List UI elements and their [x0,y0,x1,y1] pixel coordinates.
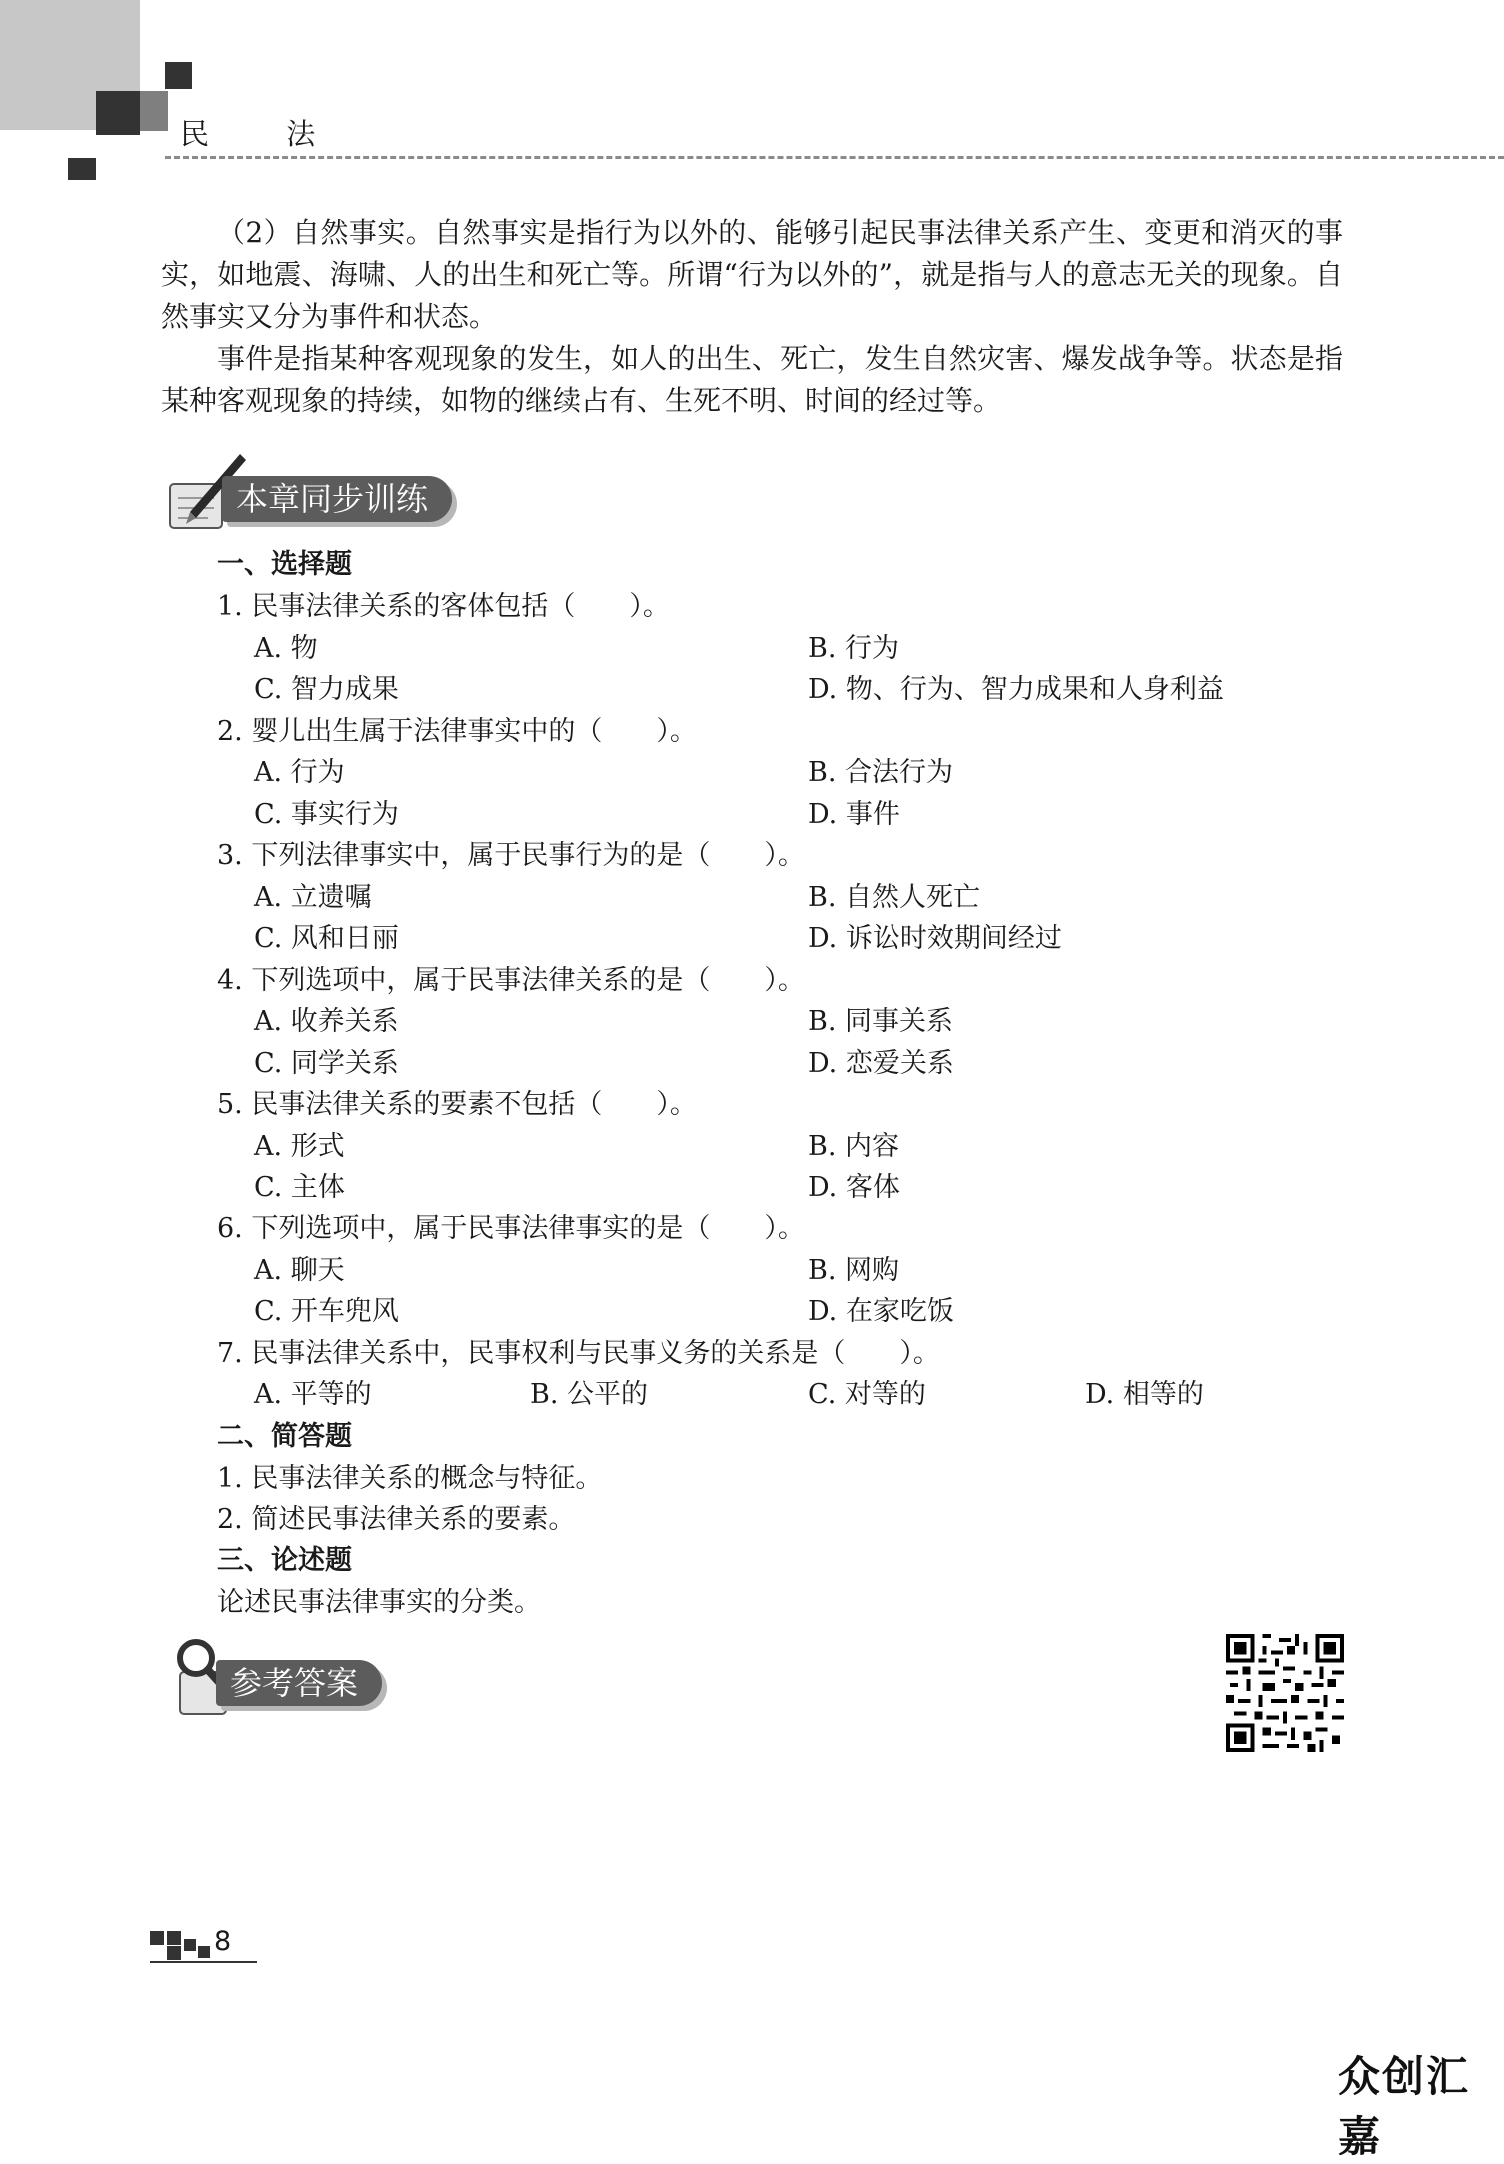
exercise-banner-label: 本章同步训练 [222,476,452,522]
option: B. 网购 [808,1255,900,1286]
option: C. 风和日丽 [254,923,399,954]
footer-decoration-square [167,1946,181,1960]
question-stem: 2. 婴儿出生属于法律事实中的（ ）。 [217,716,697,747]
option: D. 在家吃饭 [808,1296,954,1327]
section-title: 一、选择题 [217,549,352,580]
option: D. 物、行为、智力成果和人身利益 [808,674,1224,705]
option: C. 对等的 [808,1379,926,1410]
option: C. 主体 [254,1172,345,1203]
option: D. 恋爱关系 [808,1048,954,1079]
option: C. 事实行为 [254,799,399,830]
paragraph: 事件是指某种客观现象的发生，如人的出生、死亡，发生自然灾害、爆发战争等。状态是指某种客观现象的持续，如物的继续占有、生死不明、时间的经过等。 [161,342,1343,417]
page-number: 8 [214,1926,232,1957]
footer-rule [150,1961,257,1963]
option: A. 平等的 [254,1379,372,1410]
header-decoration-square [165,62,192,89]
question-item: 1. 民事法律关系的概念与特征。 [217,1463,603,1494]
running-title: 民 法 [180,117,350,151]
option: A. 物 [254,633,318,664]
option: D. 客体 [808,1172,900,1203]
question-stem: 1. 民事法律关系的客体包括（ ）。 [217,591,670,622]
footer-decoration-square [150,1931,164,1945]
question-stem: 3. 下列法律事实中，属于民事行为的是（ ）。 [217,840,805,871]
footer-decoration-square [167,1931,181,1945]
option: B. 自然人死亡 [808,882,981,913]
option: A. 行为 [254,757,345,788]
section-title: 三、论述题 [217,1545,352,1576]
paragraph: （2）自然事实。自然事实是指行为以外的、能够引起民事法律关系产生、变更和消灭的事实，如地震、海啸、人的出生和死亡等。所谓“行为以外的”，就是指与人的意志无关的现象。自然事实又分为事件和状态。 [161,216,1343,333]
question-stem: 7. 民事法律关系中，民事权利与民事义务的关系是（ ）。 [217,1338,940,1369]
option: B. 合法行为 [808,757,954,788]
qr-code [1226,1634,1344,1752]
option: D. 相等的 [1085,1379,1204,1410]
option: C. 同学关系 [254,1048,399,1079]
section-title: 二、简答题 [217,1421,352,1452]
answer-banner-label: 参考答案 [216,1660,382,1706]
option: D. 诉讼时效期间经过 [808,923,1062,954]
option: A. 立遗嘱 [254,882,372,913]
header-decoration-square [96,91,140,135]
question-stem: 5. 民事法律关系的要素不包括（ ）。 [217,1089,697,1120]
option: D. 事件 [808,799,900,830]
option: A. 聊天 [254,1255,345,1286]
option: B. 行为 [808,633,900,664]
option: C. 智力成果 [254,674,399,705]
question-stem: 4. 下列选项中，属于民事法律关系的是（ ）。 [217,965,805,996]
option: A. 收养关系 [254,1006,399,1037]
header-decoration-square [68,158,96,180]
question-stem: 6. 下列选项中，属于民事法律事实的是（ ）。 [217,1213,805,1244]
option: A. 形式 [254,1131,345,1162]
option: B. 公平的 [530,1379,649,1410]
watermark: 众创汇嘉 [1338,2052,1471,2161]
option: B. 内容 [808,1131,900,1162]
header-rule [165,156,1504,159]
option: C. 开车兜风 [254,1296,399,1327]
question-item: 2. 简述民事法律关系的要素。 [217,1504,576,1535]
question-item: 论述民事法律事实的分类。 [217,1587,541,1618]
option: B. 同事关系 [808,1006,954,1037]
header-decoration-square [140,91,168,131]
footer-decoration-square [198,1946,210,1958]
footer-decoration-square [184,1939,196,1951]
